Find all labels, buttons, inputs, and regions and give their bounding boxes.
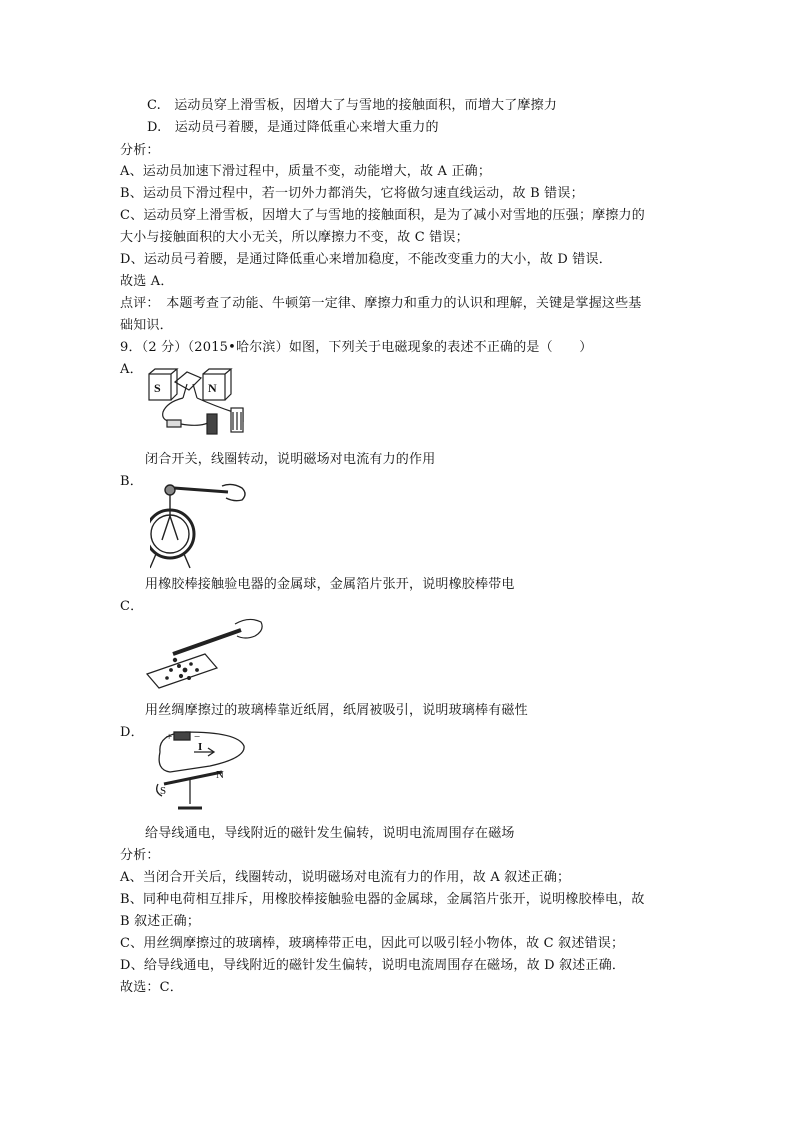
analysis-a: A、运动员加速下滑过程中，质量不变，动能增大，故 A 正确； [120, 164, 492, 179]
electroscope-figure [150, 478, 260, 570]
analysis-heading: 分析： [120, 143, 160, 158]
comment-line2: 础知识． [120, 318, 173, 333]
needle-n-label: N [216, 769, 224, 781]
needle-s-label: S [160, 785, 167, 797]
option-c-text: C. 运动员穿上滑雪板，因增大了与雪地的接触面积，而增大了摩擦力 [147, 98, 558, 113]
analysis-c-line1: C、运动员穿上滑雪板，因增大了与雪地的接触面积，是为了减小对雪地的压强；摩擦力的 [120, 208, 645, 223]
magnet-s-label: S [154, 381, 161, 395]
analysis-b: B、运动员下滑过程中，若一切外力都消失，它将做匀速直线运动，故 B 错误； [120, 186, 584, 201]
analysis9-b-line2: B 叙述正确； [120, 914, 201, 929]
minus-label: − [194, 731, 201, 743]
option-d-text: D. 运动员弓着腰，是通过降低重心来增大重力的 [147, 120, 439, 135]
analysis-d: D、运动员弓着腰，是通过降低重心来增加稳度，不能改变重力的大小，故 D 错误． [120, 252, 612, 267]
analysis9-choice: 故选：C． [120, 980, 183, 995]
answer-choice: 故选 A． [120, 274, 174, 289]
option-c-caption: 用丝绸摩擦过的玻璃棒靠近纸屑，纸屑被吸引，说明玻璃棒有磁性 [145, 703, 528, 718]
option-a-caption: 闭合开关，线圈转动，说明磁场对电流有力的作用 [145, 452, 436, 467]
motor-figure [145, 368, 265, 448]
option-d-caption: 给导线通电，导线附近的磁针发生偏转，说明电流周围存在磁场 [145, 826, 515, 841]
plus-label: + [166, 731, 173, 743]
option-b-caption: 用橡胶棒接触验电器的金属球，金属箔片张开，说明橡胶棒带电 [145, 577, 515, 592]
analysis-c-line2: 大小与接触面积的大小无关，所以摩擦力不变，故 C 错误； [120, 230, 469, 245]
option-b-letter: B． [120, 474, 143, 489]
option-c-letter: C． [120, 599, 144, 614]
analysis9-heading: 分析： [120, 848, 160, 863]
option-d-letter: D． [120, 725, 144, 740]
current-label: I [198, 741, 203, 753]
analysis9-d: D、给导线通电，导线附近的磁针发生偏转，说明电流周围存在磁场，故 D 叙述正确． [120, 958, 626, 973]
oersted-figure [150, 728, 250, 824]
question-9-stem: 9．（2 分）（2015•哈尔滨）如图，下列关于电磁现象的表述不正确的是（ ） [120, 340, 593, 355]
analysis9-c: C、用丝绸摩擦过的玻璃棒，玻璃棒带正电，因此可以吸引轻小物体，故 C 叙述错误； [120, 936, 625, 951]
option-a-letter: A． [120, 362, 143, 377]
glass-rod-figure [145, 612, 270, 692]
analysis9-b-line1: B、同种电荷相互排斥，用橡胶棒接触验电器的金属球，金属箔片张开，说明橡胶棒电，故 [120, 892, 645, 907]
magnet-n-label: N [208, 381, 217, 395]
comment-line1: 点评： 本题考查了动能、牛顿第一定律、摩擦力和重力的认识和理解，关键是掌握这些基 [120, 296, 642, 311]
analysis9-a: A、当闭合开关后，线圈转动，说明磁场对电流有力的作用，故 A 叙述正确； [120, 870, 571, 885]
